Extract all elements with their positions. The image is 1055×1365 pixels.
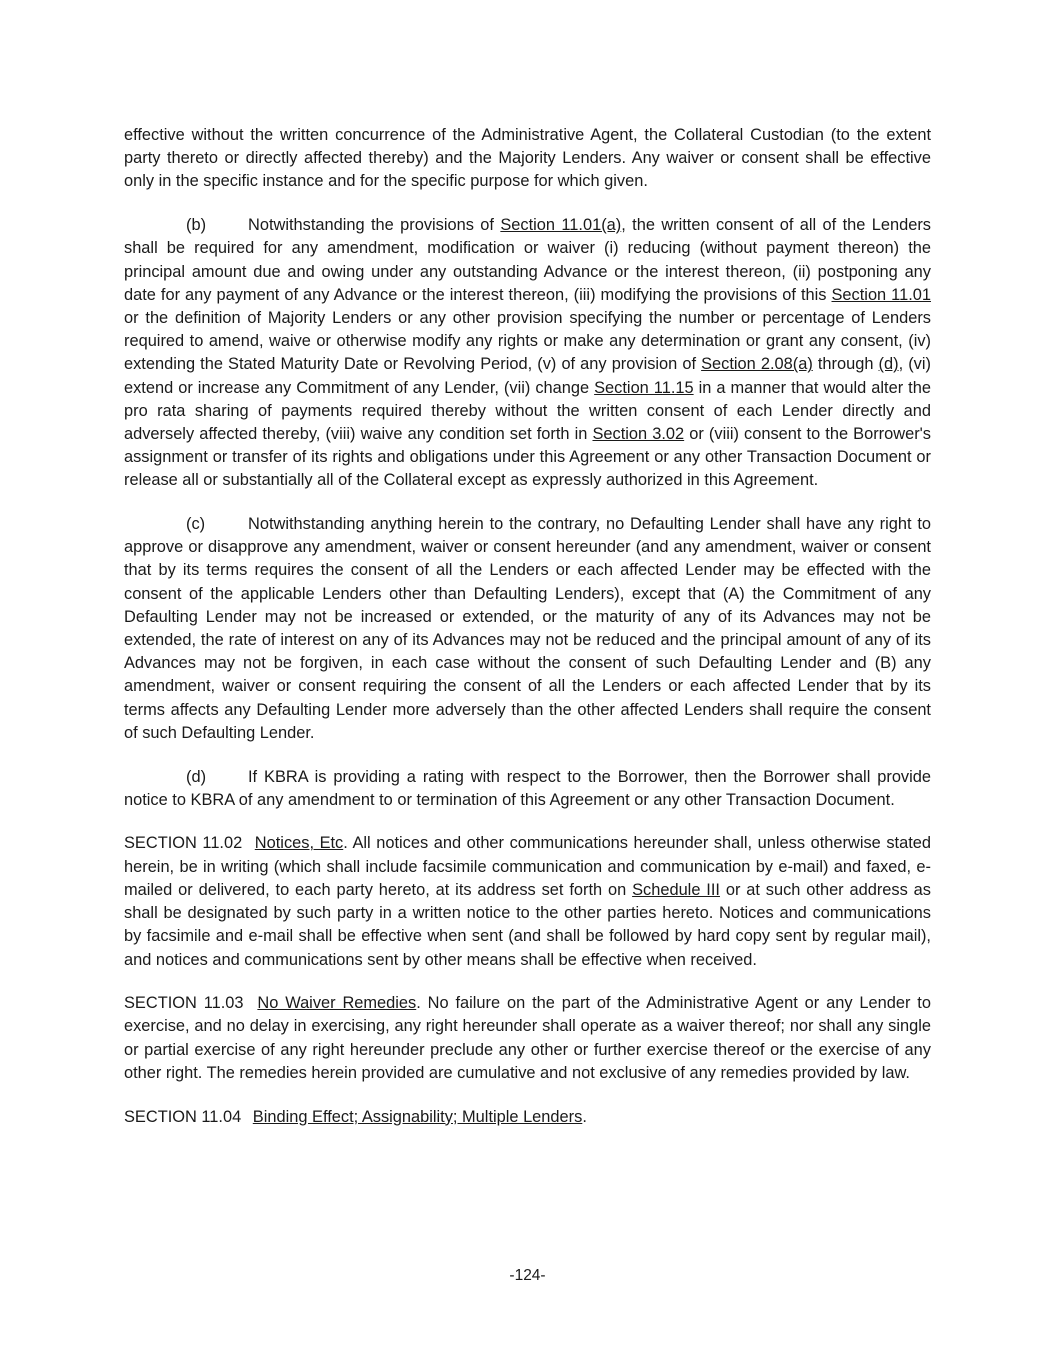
paragraph-text: , the written consent of all of the Lenders shall be required for any amendment, modification or waiver (i) reducing (without payment thereon) the principal amount due and owing under any outstanding Advance or the interest thereon, (ii) postponing any date for any payment of any Advance or the interest thereon, (iii) modifying the provisions of this bbox=[124, 216, 931, 304]
paragraph-d bbox=[124, 766, 931, 812]
document-page bbox=[124, 124, 931, 1149]
section-number: SECTION 11.02 bbox=[124, 834, 243, 853]
section-11-02 bbox=[124, 832, 931, 971]
paragraph-text: Notwithstanding the provisions of bbox=[248, 216, 501, 235]
paragraph-c bbox=[124, 513, 931, 745]
cross-reference: Section 11.01 bbox=[831, 285, 931, 304]
cross-reference: Section 2.08(a) bbox=[701, 355, 813, 374]
section-11-03 bbox=[124, 992, 931, 1085]
paragraph-label: (b) bbox=[186, 216, 207, 235]
paragraph-text: through bbox=[812, 355, 879, 374]
paragraph-text: in a manner that would alter the pro rata sharing of payments required thereby without the written consent of each Lender directly and adversely affected thereby, (viii) waive any condition set forth in bbox=[124, 378, 931, 443]
section-number: SECTION 11.04 bbox=[124, 1107, 242, 1126]
section-number: SECTION 11.03 bbox=[124, 994, 244, 1013]
paragraph-b bbox=[124, 214, 931, 492]
paragraph-text: . No failure on the part of the Administrative Agent or any Lender to exercise, and no delay in exercising, any right hereunder shall operate as a waiver thereof; nor shall any single or partial exercise of any right hereunder preclude any other or further exercise thereof or the exercise of any other right. The remedies herein provided are cumulative and not exclusive of any remedies provided by law. bbox=[124, 994, 931, 1082]
paragraph-text: , (vi) extend or increase any Commitment of any Lender, (vii) change bbox=[124, 355, 931, 397]
paragraph-text: or the definition of Majority Lenders or any other provision specifying the number or percentage of Lenders required to amend, waive or otherwise modify any rights or make any determination or grant any consent, (iv) extending the Stated Maturity Date or Revolving Period, (v) of any provision of bbox=[124, 308, 931, 374]
paragraph-text: Notwithstanding anything herein to the contrary, no Defaulting Lender shall have any right to approve or disapprove any amendment, waiver or consent hereunder (and any amendment, waiver or consent that by its terms requires the consent of all the Lenders or each affected Lender may be effected with the consent of the applicable Lenders other than Defaulting Lenders), except that (A) the Commitment of any Defaulting Lender may not be increased or extended, or the maturity of any of its Advances may not be extended, the rate of interest on any of its Advances may not be reduced and the principal amount of any of its Advances may not be forgiven, in each case without the consent of such Defaulting Lender and (B) any amendment, waiver or consent requiring the consent of all the Lenders or each affected Lender that by its terms affects any Defaulting Lender more adversely than the other affected Lenders shall require the consent of such Defaulting Lender. bbox=[124, 515, 931, 742]
section-heading: Binding Effect; Assignability; Multiple Lenders bbox=[252, 1107, 583, 1126]
section-11-04 bbox=[124, 1106, 931, 1129]
cross-reference: Section 3.02 bbox=[592, 424, 685, 443]
section-heading: Notices, Etc bbox=[254, 834, 344, 853]
paragraph-a-continuation bbox=[124, 124, 931, 194]
paragraph-text: or (viii) consent to the Borrower's assignment or transfer of its rights and obligations under this Agreement or any other Transaction Document or release all or substantially all of the Collateral except as expressly authorized in this Agreement. bbox=[124, 424, 931, 490]
page-number: -124- bbox=[509, 1267, 546, 1284]
paragraph-text: effective without the written concurrence of the Administrative Agent, the Collateral Custodian (to the extent party thereto or directly affected thereby) and the Majority Lenders. Any waiver or consent shall be effective only in the specific instance and for the specific purpose for which given. bbox=[124, 126, 931, 191]
cross-reference: Section 11.15 bbox=[594, 378, 694, 397]
section-heading: No Waiver Remedies bbox=[257, 994, 417, 1013]
paragraph-label: (d) bbox=[186, 767, 207, 786]
paragraph-text: . bbox=[582, 1107, 587, 1126]
cross-reference: (d) bbox=[878, 355, 899, 374]
paragraph-text: or at such other address as shall be designated by such party in a written notice to the other parties hereto. Notices and communications by facsimile and e-mail shall be effective when sent (and shall be followed by hard copy sent by regular mail), and notices and communications sent by other means shall be effective when received. bbox=[124, 880, 931, 969]
cross-reference: Section 11.01(a) bbox=[500, 216, 622, 235]
paragraph-text: . All notices and other communications hereunder shall, unless otherwise stated herein, be in writing (which shall include facsimile communication and communication by e-mail) and faxed, e-mailed or delivered, to each party hereto, at its address set forth on bbox=[124, 834, 931, 899]
cross-reference: Schedule III bbox=[632, 880, 720, 899]
paragraph-label: (c) bbox=[186, 515, 206, 534]
paragraph-text: If KBRA is providing a rating with respect to the Borrower, then the Borrower shall provide notice to KBRA of any amendment to or termination of this Agreement or any other Transaction Document. bbox=[124, 767, 931, 809]
